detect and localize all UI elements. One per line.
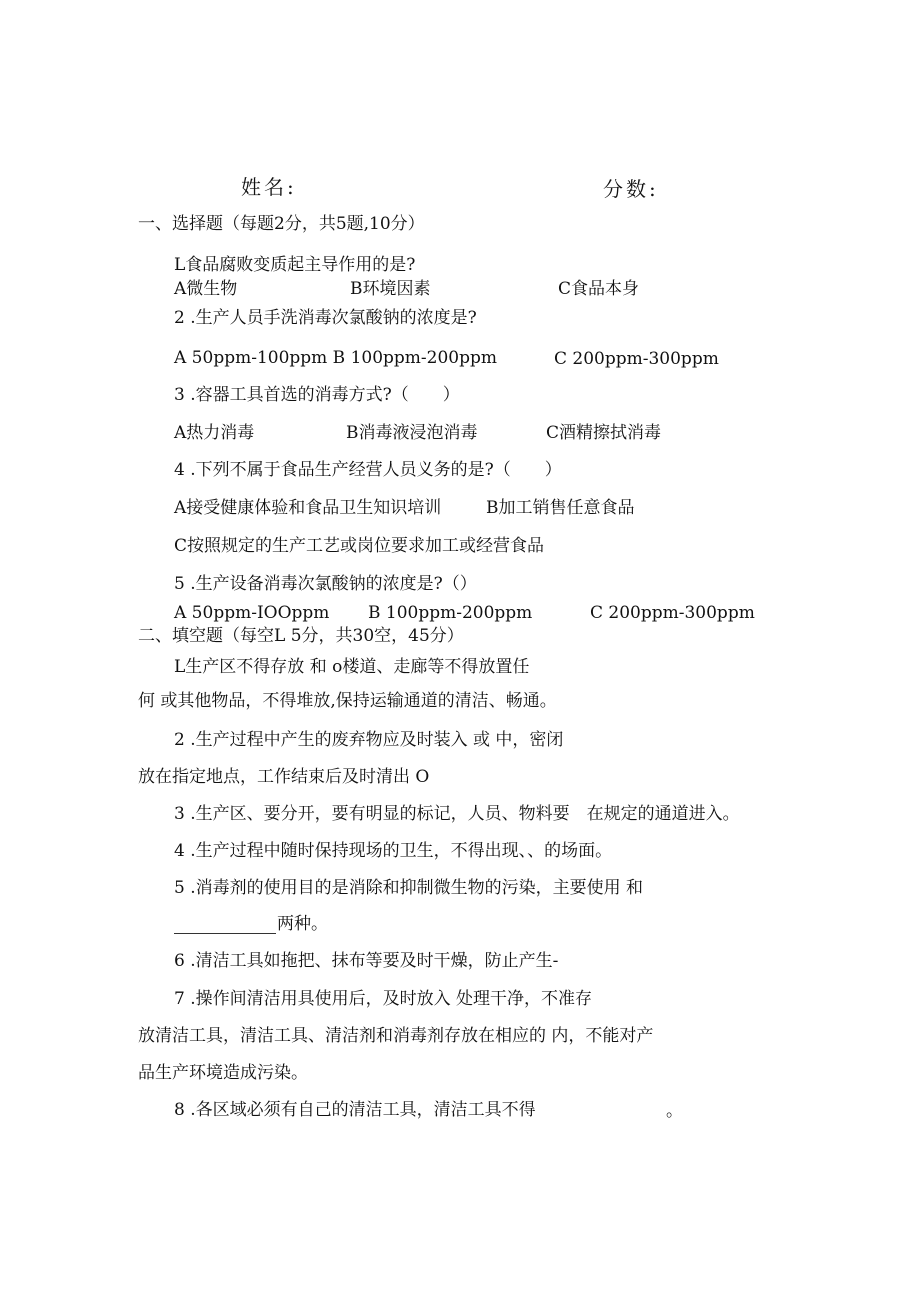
question-stem: 2 .生产人员手洗消毒次氯酸钠的浓度是?	[174, 308, 477, 328]
option-c: C 200ppm-300ppm	[554, 349, 719, 369]
fill-question-continued: 何 或其他物品，不得堆放,保持运输通道的清洁、畅通。	[138, 691, 557, 711]
question-stem: 3 .容器工具首选的消毒方式?（ ）	[174, 385, 460, 405]
option-a: A接受健康体验和食品卫生知识培训	[174, 498, 442, 518]
option-b: B消毒液浸泡消毒	[346, 423, 478, 443]
fill-question: L生产区不得存放 和 o楼道、走廊等不得放置任	[174, 657, 530, 677]
section-title: 二、填空题（每空L 5分，共30空，45分）	[138, 626, 464, 646]
question-stem: 4 .下列不属于食品生产经营人员义务的是?（ ）	[174, 460, 562, 480]
section-title: 一、选择题（每题2分，共5题,10分）	[138, 214, 425, 234]
fill-question: 2 .生产过程中产生的废弃物应及时装入 或 中，密闭	[174, 730, 564, 750]
fill-question: 6 .清洁工具如拖把、抹布等要及时干燥，防止产生-	[174, 951, 559, 971]
fill-question-continued: 品生产环境造成污染。	[138, 1063, 308, 1083]
option-a: A微生物	[174, 279, 238, 299]
fill-question: 5 .消毒剂的使用目的是消除和抑制微生物的污染，主要使用 和	[174, 878, 644, 898]
name-label: 姓名:	[241, 175, 297, 199]
fill-question: 7 .操作间清洁用具使用后，及时放入 处理干净，不准存	[174, 989, 593, 1009]
fill-question-end: 。	[666, 1101, 683, 1121]
score-label: 分数:	[603, 177, 659, 201]
answer-blank-line	[174, 933, 276, 934]
question-stem: L食品腐败变质起主导作用的是?	[174, 255, 416, 275]
option-c: C食品本身	[558, 279, 640, 299]
fill-question-continued: 放在指定地点，工作结束后及时清出 O	[138, 767, 430, 787]
option-a: A 50ppm-IOOppm	[174, 603, 330, 623]
option-a: A热力消毒	[174, 423, 255, 443]
option-b: B 100ppm-200ppm	[368, 603, 533, 623]
fill-question-continued: 放清洁工具，清洁工具、清洁剂和消毒剂存放在相应的 内，不能对产	[138, 1026, 654, 1046]
option-b: B环境因素	[350, 279, 431, 299]
fill-question-continued: 两种。	[277, 914, 328, 934]
fill-question: 8 .各区域必须有自己的清洁工具，清洁工具不得	[174, 1100, 536, 1120]
option-c: C 200ppm-300ppm	[590, 603, 755, 623]
option-b: B加工销售任意食品	[486, 498, 635, 518]
fill-question: 4 .生产过程中随时保持现场的卫生，不得出现、、的场面。	[174, 841, 613, 861]
fill-question: 3 .生产区、要分开，要有明显的标记，人员、物料要 在规定的通道进入。	[174, 804, 740, 824]
option-c: C按照规定的生产工艺或岗位要求加工或经营食品	[174, 536, 545, 556]
option-c: C酒精擦拭消毒	[546, 423, 662, 443]
question-stem: 5 .生产设备消毒次氯酸钠的浓度是?（）	[174, 574, 477, 594]
option-ab: A 50ppm-100ppm B 100ppm-200ppm	[174, 348, 497, 368]
